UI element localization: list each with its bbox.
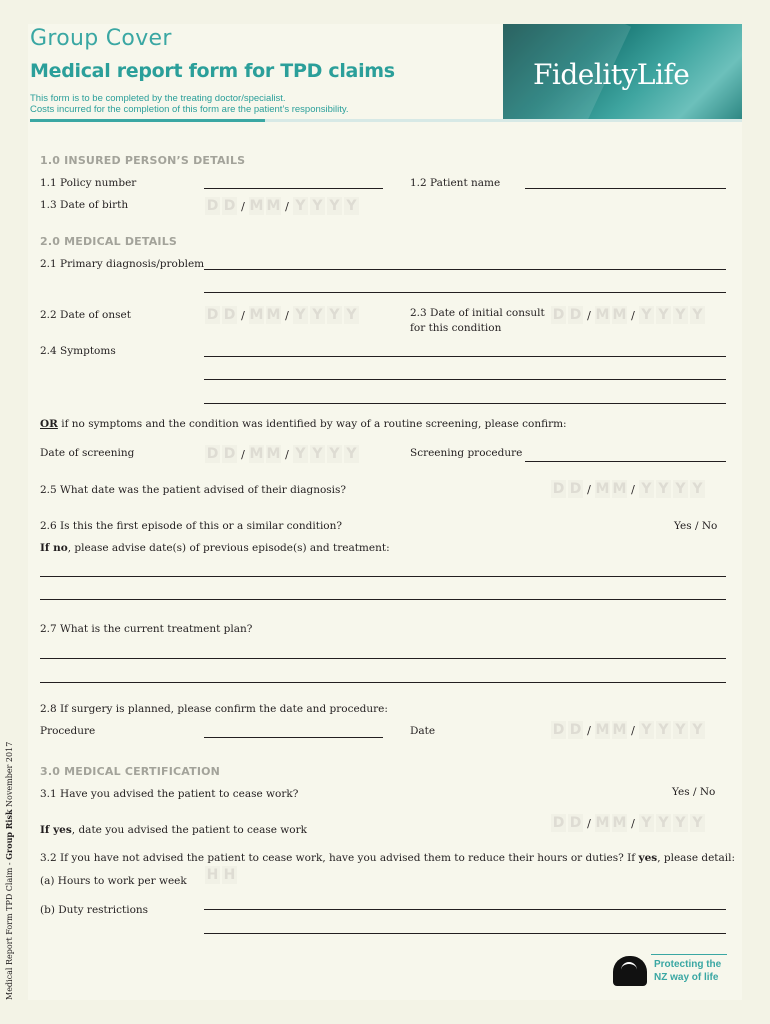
first-episode-yes-no[interactable]: Yes / No	[674, 520, 718, 532]
emblem-arc	[621, 962, 637, 974]
date-separator: /	[285, 447, 289, 461]
day-box: D	[206, 446, 219, 462]
month-box: M	[595, 722, 610, 738]
year-box: Y	[639, 480, 654, 498]
cease-work-yes-no[interactable]: Yes / No	[672, 786, 716, 798]
month-box: M	[266, 198, 281, 214]
initial-consult-label	[410, 306, 545, 336]
patient-name-label: 1.2 Patient name	[410, 177, 501, 189]
date-separator: /	[587, 816, 591, 830]
year-box: Y	[327, 306, 342, 324]
or-label: OR	[40, 418, 58, 430]
year-box: Y	[690, 721, 705, 739]
form-note-line2: Costs incurred for the completion of this form are the patient’s responsibility.	[30, 104, 349, 115]
year-box: Y	[673, 480, 688, 498]
form-reference	[4, 742, 14, 1000]
day-box: D	[552, 815, 565, 831]
reduce-text-a: 3.2 If you have not advised the patient to cease work, have you advised them to reduce their hours or duties? If	[40, 852, 639, 864]
day-box: D	[206, 307, 219, 323]
surgery-date-label: Date	[410, 725, 436, 737]
month-box: M	[612, 481, 627, 497]
year-box: Y	[673, 721, 688, 739]
procedure-label: Procedure	[40, 725, 96, 737]
year-box: Y	[673, 814, 688, 832]
hour-box: H	[223, 867, 236, 883]
form-title: Medical report form for TPD claims	[30, 60, 395, 82]
date-separator: /	[631, 723, 635, 737]
primary-diagnosis-label: 2.1 Primary diagnosis/problem	[40, 258, 205, 270]
year-box: Y	[656, 306, 671, 324]
primary-diagnosis-field[interactable]	[204, 269, 726, 270]
month-box: M	[595, 481, 610, 497]
if-yes-bold: If yes	[40, 824, 72, 836]
year-box: Y	[310, 445, 325, 463]
primary-diagnosis-field-2[interactable]	[204, 292, 726, 293]
date-separator: /	[587, 723, 591, 737]
year-box: Y	[293, 197, 308, 215]
treatment-plan-field-1[interactable]	[40, 658, 726, 659]
initial-consult-date-field[interactable]	[551, 306, 705, 324]
screening-date-field[interactable]	[205, 445, 359, 463]
header-divider	[30, 119, 742, 122]
year-box: Y	[344, 197, 359, 215]
day-box: D	[569, 481, 582, 497]
year-box: Y	[690, 814, 705, 832]
advised-diagnosis-label: 2.5 What date was the patient advised of their diagnosis?	[40, 484, 347, 496]
surgery-date-field[interactable]	[551, 721, 705, 739]
footer-tagline	[654, 958, 721, 984]
screening-procedure-label: Screening procedure	[410, 447, 523, 459]
duty-restrictions-field-1[interactable]	[204, 909, 726, 910]
symptoms-field-3[interactable]	[204, 403, 726, 404]
treatment-plan-label: 2.7 What is the current treatment plan?	[40, 623, 253, 635]
year-box: Y	[639, 721, 654, 739]
day-box: D	[552, 481, 565, 497]
date-separator: /	[285, 308, 289, 322]
form-reference-bold: Group Risk	[4, 809, 14, 860]
year-box: Y	[656, 721, 671, 739]
month-box: M	[612, 815, 627, 831]
month-box: M	[266, 307, 281, 323]
date-separator: /	[285, 199, 289, 213]
day-box: D	[569, 815, 582, 831]
if-no-text: , please advise date(s) of previous episode(s) and treatment:	[67, 542, 390, 554]
policy-number-label: 1.1 Policy number	[40, 177, 137, 189]
divider-accent	[30, 119, 265, 122]
date-separator: /	[587, 308, 591, 322]
advised-diagnosis-date-field[interactable]	[551, 480, 705, 498]
year-box: Y	[293, 306, 308, 324]
section-2-heading: 2.0 MEDICAL DETAILS	[40, 235, 178, 248]
year-box: Y	[327, 445, 342, 463]
month-box: M	[249, 198, 264, 214]
date-separator: /	[631, 482, 635, 496]
duty-restrictions-label: (b) Duty restrictions	[40, 904, 149, 916]
date-separator: /	[241, 199, 245, 213]
initial-consult-line2: for this condition	[410, 322, 502, 334]
screening-instruction-text: if no symptoms and the condition was identified by way of a routine screening, please confirm:	[57, 418, 567, 430]
onset-date-field[interactable]	[205, 306, 359, 324]
form-note	[30, 93, 349, 115]
day-box: D	[223, 198, 236, 214]
date-separator: /	[241, 308, 245, 322]
hours-per-week-label: (a) Hours to work per week	[40, 875, 187, 887]
if-no-label	[40, 542, 390, 554]
if-yes-label	[40, 824, 307, 836]
year-box: Y	[327, 197, 342, 215]
reduce-hours-label	[40, 852, 735, 864]
year-box: Y	[690, 306, 705, 324]
surgery-label: 2.8 If surgery is planned, please confirm the date and procedure:	[40, 703, 388, 715]
month-box: M	[249, 307, 264, 323]
hour-box: H	[206, 867, 219, 883]
date-of-screening-label: Date of screening	[40, 447, 135, 459]
brand-banner	[503, 24, 742, 122]
month-box: M	[595, 307, 610, 323]
screening-procedure-field[interactable]	[525, 461, 726, 462]
cease-work-date-field[interactable]	[551, 814, 705, 832]
form-note-line1: This form is to be completed by the treating doctor/specialist.	[30, 93, 286, 104]
symptoms-field-2[interactable]	[204, 379, 726, 380]
reduce-bold: yes	[638, 852, 658, 864]
year-box: Y	[639, 814, 654, 832]
initial-consult-line1: 2.3 Date of initial consult	[410, 307, 545, 319]
screening-instruction	[40, 418, 567, 430]
previous-episode-field-2[interactable]	[40, 599, 726, 600]
year-box: Y	[293, 445, 308, 463]
if-yes-text: , date you advised the patient to cease work	[71, 824, 307, 836]
date-separator: /	[631, 816, 635, 830]
duty-restrictions-field-2[interactable]	[204, 933, 726, 934]
symptoms-label: 2.4 Symptoms	[40, 345, 116, 357]
cease-work-label: 3.1 Have you advised the patient to cease work?	[40, 788, 299, 800]
year-box: Y	[310, 197, 325, 215]
first-episode-label: 2.6 Is this the first episode of this or a similar condition?	[40, 520, 343, 532]
patient-name-field[interactable]	[525, 188, 726, 189]
dob-label: 1.3 Date of birth	[40, 199, 129, 211]
year-box: Y	[344, 445, 359, 463]
day-box: D	[569, 722, 582, 738]
dob-date-field[interactable]	[205, 197, 359, 215]
if-no-bold: If no	[40, 542, 68, 554]
policy-number-field[interactable]	[204, 188, 383, 189]
year-box: Y	[310, 306, 325, 324]
form-group-title: Group Cover	[30, 26, 172, 51]
month-box: M	[595, 815, 610, 831]
year-box: Y	[344, 306, 359, 324]
fidelity-life-logo: FidelityLife	[533, 58, 690, 91]
month-box: M	[612, 722, 627, 738]
hours-field[interactable]	[205, 866, 237, 884]
day-box: D	[206, 198, 219, 214]
date-separator: /	[241, 447, 245, 461]
month-box: M	[249, 446, 264, 462]
section-3-heading: 3.0 MEDICAL CERTIFICATION	[40, 765, 221, 778]
year-box: Y	[639, 306, 654, 324]
footer-tagline-1: Protecting the	[654, 959, 722, 970]
day-box: D	[552, 722, 565, 738]
procedure-field[interactable]	[204, 737, 383, 738]
day-box: D	[223, 307, 236, 323]
section-1-heading: 1.0 INSURED PERSON’S DETAILS	[40, 154, 246, 167]
treatment-plan-field-2[interactable]	[40, 682, 726, 683]
footer-tagline-2: NZ way of life	[654, 972, 719, 983]
day-box: D	[552, 307, 565, 323]
day-box: D	[569, 307, 582, 323]
footer-rule	[651, 954, 727, 955]
year-box: Y	[673, 306, 688, 324]
previous-episode-field-1[interactable]	[40, 576, 726, 577]
year-box: Y	[656, 814, 671, 832]
month-box: M	[612, 307, 627, 323]
date-separator: /	[631, 308, 635, 322]
form-reference-c: November 2017	[5, 741, 14, 810]
year-box: Y	[690, 480, 705, 498]
form-reference-a: Medical Report Form TPD Claim -	[5, 859, 14, 1000]
year-box: Y	[656, 480, 671, 498]
month-box: M	[266, 446, 281, 462]
day-box: D	[223, 446, 236, 462]
date-separator: /	[587, 482, 591, 496]
reduce-text-b: , please detail:	[657, 852, 736, 864]
symptoms-field-1[interactable]	[204, 356, 726, 357]
nz-emblem-icon	[613, 956, 647, 986]
date-of-onset-label: 2.2 Date of onset	[40, 309, 131, 321]
